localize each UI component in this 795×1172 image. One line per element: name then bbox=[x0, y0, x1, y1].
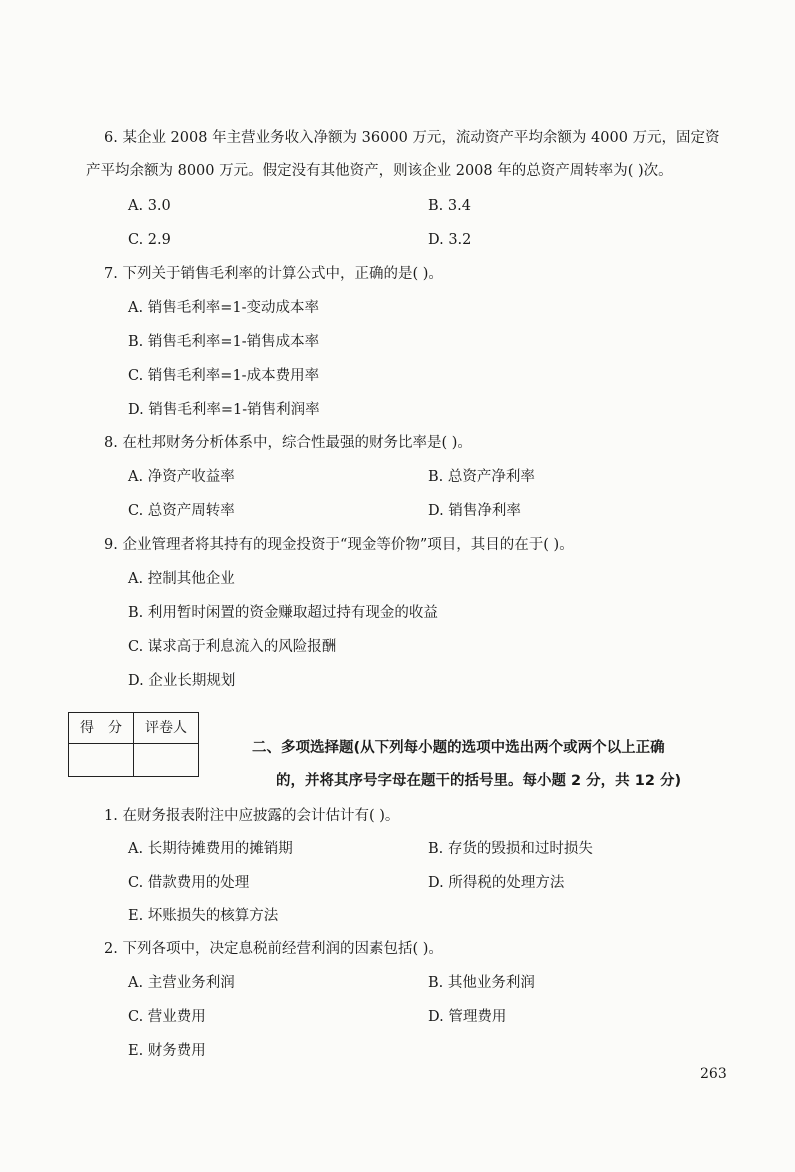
score-table bbox=[68, 712, 199, 777]
q6-stem-line2: 产平均余额为 8000 万元。假定没有其他资产，则该企业 2008 年的总资产周转率为( )次。 bbox=[86, 163, 673, 179]
q8-stem: 8. 在杜邦财务分析体系中，综合性最强的财务比率是( )。 bbox=[104, 435, 472, 451]
q7-option-c: C. 销售毛利率=1-成本费用率 bbox=[128, 368, 320, 384]
q7-option-a: A. 销售毛利率=1-变动成本率 bbox=[128, 300, 319, 316]
section2-title-line2: 的，并将其序号字母在题干的括号里。每小题 2 分，共 12 分) bbox=[276, 773, 682, 789]
m1-stem: 1. 在财务报表附注中应披露的会计估计有( )。 bbox=[104, 808, 400, 824]
q6-option-d: D. 3.2 bbox=[428, 232, 472, 248]
q8-option-a: A. 净资产收益率 bbox=[128, 469, 235, 485]
section2-title-line1: 二、多项选择题(从下列每小题的选项中选出两个或两个以上正确 bbox=[252, 740, 665, 756]
m1-option-e: E. 坏账损失的核算方法 bbox=[128, 908, 279, 924]
m2-option-e: E. 财务费用 bbox=[128, 1043, 206, 1059]
m1-option-d: D. 所得税的处理方法 bbox=[428, 875, 565, 891]
q9-option-d: D. 企业长期规划 bbox=[128, 673, 236, 689]
score-cell[interactable] bbox=[69, 744, 134, 777]
q6-stem-line1: 6. 某企业 2008 年主营业务收入净额为 36000 万元，流动资产平均余额为 4000 万元，固定资 bbox=[104, 130, 720, 146]
q7-option-d: D. 销售毛利率=1-销售利润率 bbox=[128, 402, 320, 418]
m1-option-c: C. 借款费用的处理 bbox=[128, 875, 250, 891]
q8-option-b: B. 总资产净利率 bbox=[428, 469, 535, 485]
m2-option-c: C. 营业费用 bbox=[128, 1009, 206, 1025]
q9-option-b: B. 利用暂时闲置的资金赚取超过持有现金的收益 bbox=[128, 605, 438, 621]
m2-stem: 2. 下列各项中，决定息税前经营利润的因素包括( )。 bbox=[104, 941, 443, 957]
q6-option-a: A. 3.0 bbox=[128, 198, 171, 214]
grader-cell[interactable] bbox=[134, 744, 199, 777]
m2-option-a: A. 主营业务利润 bbox=[128, 975, 235, 991]
q9-option-a: A. 控制其他企业 bbox=[128, 571, 235, 587]
q7-stem: 7. 下列关于销售毛利率的计算公式中，正确的是( )。 bbox=[104, 266, 443, 282]
q9-option-c: C. 谋求高于利息流入的风险报酬 bbox=[128, 639, 337, 655]
q8-option-c: C. 总资产周转率 bbox=[128, 503, 235, 519]
m1-option-a: A. 长期待摊费用的摊销期 bbox=[128, 841, 293, 857]
q7-option-b: B. 销售毛利率=1-销售成本率 bbox=[128, 334, 320, 350]
grader-header: 评卷人 bbox=[134, 713, 199, 744]
m2-option-b: B. 其他业务利润 bbox=[428, 975, 535, 991]
m2-option-d: D. 管理费用 bbox=[428, 1009, 507, 1025]
score-header: 得 分 bbox=[69, 713, 134, 744]
m1-option-b: B. 存货的毁损和过时损失 bbox=[428, 841, 593, 857]
page-number: 263 bbox=[700, 1066, 727, 1082]
q6-option-b: B. 3.4 bbox=[428, 198, 471, 214]
q9-stem: 9. 企业管理者将其持有的现金投资于“现金等价物”项目，其目的在于( )。 bbox=[104, 537, 574, 553]
q8-option-d: D. 销售净利率 bbox=[428, 503, 521, 519]
q6-option-c: C. 2.9 bbox=[128, 232, 171, 248]
